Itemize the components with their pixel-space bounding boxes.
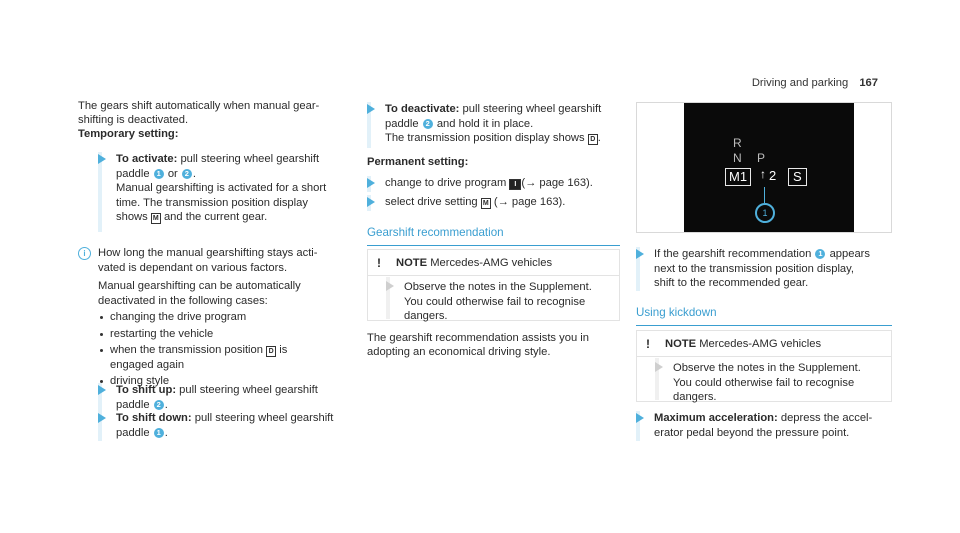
callout-2-icon: 2 bbox=[182, 169, 192, 179]
list-item: when the transmission position D is engaged again bbox=[98, 343, 350, 372]
gear-n: N bbox=[733, 151, 742, 165]
shift-down-label: To shift down: bbox=[116, 412, 192, 424]
callout-1-icon: 1 bbox=[815, 249, 825, 259]
upshift-arrow-icon: ↑ bbox=[760, 167, 766, 181]
list-item: restarting the vehicle bbox=[98, 327, 350, 342]
gear-r: R bbox=[733, 136, 742, 150]
step-arrow-icon bbox=[98, 385, 106, 395]
activate-or: or bbox=[167, 167, 178, 180]
activate-gear: and the current gear. bbox=[163, 211, 268, 223]
activate-line-4: time. The transmission position display bbox=[116, 196, 308, 209]
step-arrow-icon bbox=[367, 104, 375, 114]
activate-shows: shows bbox=[116, 211, 148, 223]
step-bar bbox=[98, 152, 102, 232]
activate-paddle: paddle bbox=[116, 167, 150, 180]
list-item: driving style bbox=[98, 374, 350, 389]
step-arrow-icon bbox=[386, 281, 394, 291]
paragraph-line-2: adopting an economical driving style. bbox=[367, 346, 551, 358]
recommendation-step: If the gearshift recommendation 1 appears next to the transmission position display, shift to the recommended gear. bbox=[636, 247, 892, 291]
tip-line-4: deactivated in the following cases: bbox=[98, 294, 268, 307]
shift-down-step: To shift down: pull steering wheel gearshift paddle 1 . bbox=[78, 411, 350, 441]
step-arrow-icon bbox=[367, 178, 375, 188]
note-label: NOTE bbox=[396, 257, 428, 269]
perm-step-2: select drive setting M (→ page 163). bbox=[367, 195, 620, 211]
intro-line-2: shifting is deactivated. bbox=[78, 114, 189, 126]
gear-m1-box: M1 bbox=[725, 168, 751, 186]
gear-p: P bbox=[757, 151, 766, 165]
warning-icon: ! bbox=[377, 256, 381, 270]
deactivate-step: To deactivate: pull steering wheel gearshift paddle 2 and hold it in place. The transmission position display shows D . bbox=[367, 102, 620, 148]
shift-up-step: To shift up: pull steering wheel gearshift paddle 2 . bbox=[78, 383, 350, 413]
tip-line-2: vated is dependant on various factors. bbox=[98, 261, 288, 274]
step-arrow-icon bbox=[367, 197, 375, 207]
drive-mode-icon: D bbox=[266, 346, 276, 357]
step-arrow-icon bbox=[655, 362, 663, 372]
step-arrow-icon bbox=[98, 413, 106, 423]
figure-callout-1-icon: 1 bbox=[755, 203, 775, 223]
activate-label: To activate: bbox=[116, 153, 178, 165]
permanent-setting-heading: Permanent setting: bbox=[367, 156, 469, 168]
intro-line-1: The gears shift automatically when manual gear- bbox=[78, 100, 320, 112]
section-title-gearshift: Gearshift recommendation bbox=[367, 226, 620, 246]
callout-1-icon: 1 bbox=[154, 169, 164, 179]
step-arrow-icon bbox=[636, 413, 644, 423]
drive-mode-icon: D bbox=[588, 134, 598, 145]
callout-2-icon: 2 bbox=[423, 119, 433, 129]
shift-up-label: To shift up: bbox=[116, 384, 177, 396]
tip-line-1: How long the manual gearshifting stays acti- bbox=[98, 247, 318, 259]
activate-text: pull steering wheel gearshift bbox=[180, 153, 320, 165]
callout-line bbox=[764, 187, 765, 203]
display-figure bbox=[636, 102, 892, 233]
note-box: ! NOTE Mercedes-AMG vehicles Observe the notes in the Supplement. You could otherwise fail to recognise dangers. bbox=[636, 330, 892, 402]
manual-mode-icon: M bbox=[151, 213, 161, 224]
note-box: ! NOTE Mercedes-AMG vehicles Observe the notes in the Supplement. You could otherwise fail to recognise dangers. bbox=[367, 249, 620, 321]
activate-line-3: Manual gearshifting is activated for a short bbox=[116, 182, 327, 194]
activate-step: To activate: pull steering wheel gearshift paddle 1 or 2 . Manual gearshifting is activated for a short time. The transmission position display shows M and the current gear. bbox=[78, 152, 350, 232]
perm-step-1: change to drive program I (→ page 163). bbox=[367, 176, 620, 192]
temporary-setting-heading: Temporary setting: bbox=[78, 128, 179, 140]
individual-program-icon: I bbox=[509, 179, 521, 190]
max-accel-label: Maximum acceleration: bbox=[654, 412, 778, 424]
recommended-gear: 2 bbox=[769, 168, 777, 183]
page-header bbox=[752, 76, 878, 91]
note-label: NOTE bbox=[665, 338, 697, 350]
deactivation-cases-list bbox=[98, 310, 350, 389]
tip-line-3: Manual gearshifting can be automatically bbox=[98, 280, 301, 292]
cluster-screen bbox=[684, 103, 854, 232]
step-arrow-icon bbox=[636, 249, 644, 259]
callout-2-icon: 2 bbox=[154, 400, 164, 410]
page-number: 167 bbox=[859, 77, 878, 89]
paragraph-line-1: The gearshift recommendation assists you in bbox=[367, 332, 589, 344]
section-title-kickdown: Using kickdown bbox=[636, 306, 892, 326]
callout-1-icon: 1 bbox=[154, 428, 164, 438]
deactivate-label: To deactivate: bbox=[385, 103, 460, 115]
header-section: Driving and parking bbox=[751, 77, 849, 89]
info-icon: i bbox=[78, 247, 91, 260]
step-arrow-icon bbox=[98, 154, 106, 164]
list-item: changing the drive program bbox=[98, 310, 350, 325]
kickdown-step: Maximum acceleration: depress the accel- erator pedal beyond the pressure point. bbox=[636, 411, 892, 441]
manual-mode-icon: M bbox=[481, 198, 491, 209]
warning-icon: ! bbox=[646, 337, 650, 351]
gear-s-box: S bbox=[788, 168, 807, 186]
